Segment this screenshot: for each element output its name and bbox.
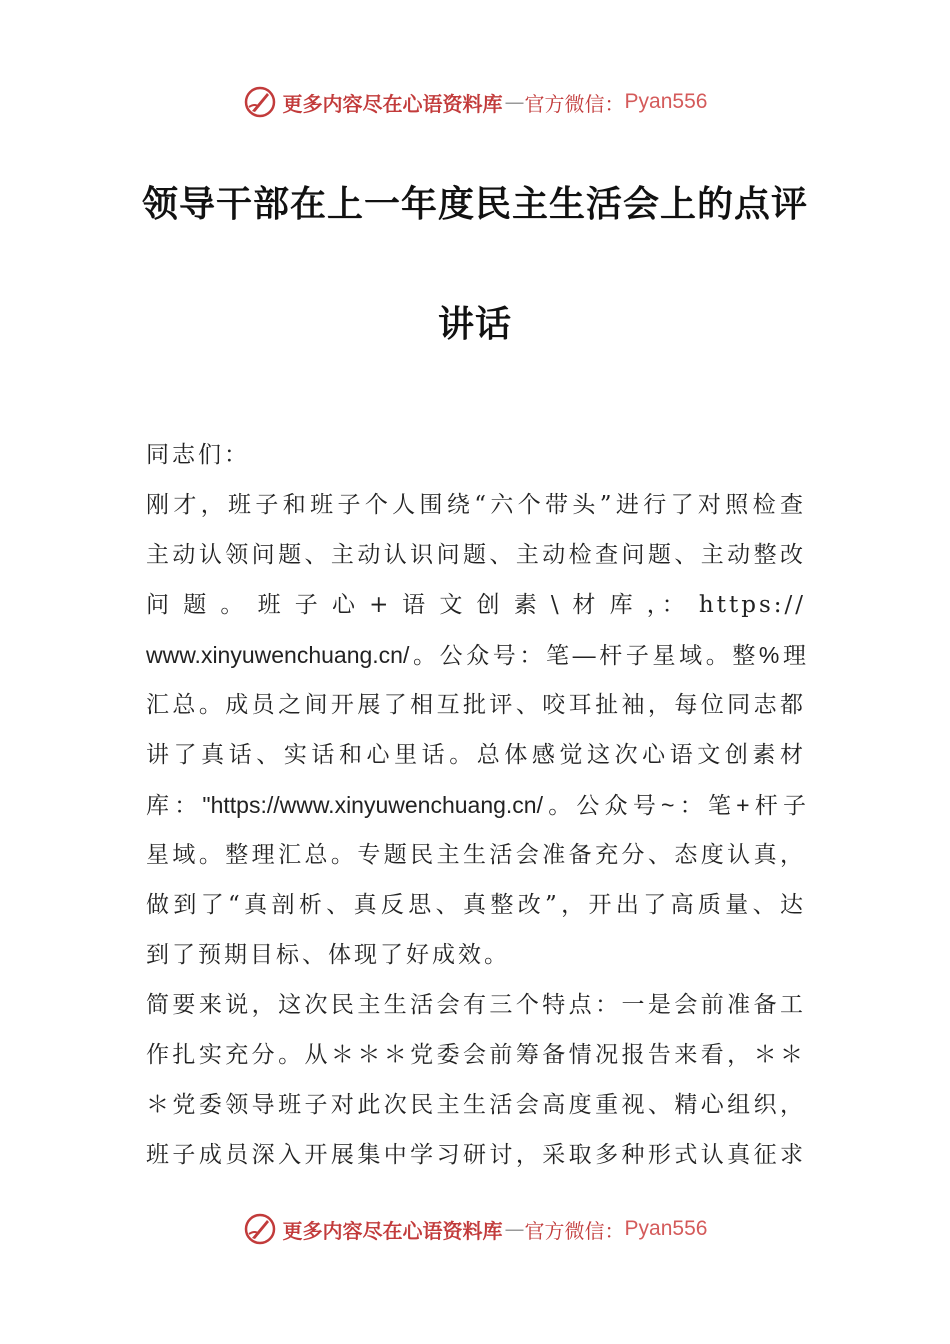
body-line: 做到了“真剖析、真反思、真整改”，开出了高质量、达 (146, 892, 806, 918)
watermark-separator: — (504, 1217, 523, 1241)
quill-seal-icon (243, 85, 277, 119)
body-line: 同志们： (146, 442, 250, 468)
document-body (146, 430, 806, 1180)
watermark-contact-label: 官方微信： (524, 91, 625, 116)
watermark-brand: 更多内容尽在心语资料库 (282, 1218, 503, 1243)
body-line: 班子成员深入开展集中学习研讨，采取多种形式认真征求 (146, 1142, 806, 1168)
body-line: 讲了真话、实话和心里话。总体感觉这次心语文创素材 (146, 742, 806, 768)
document-title-line-1: 领导干部在上一年度民主生活会上的点评 (141, 184, 808, 225)
watermark-contact-label: 官方微信： (524, 1218, 625, 1243)
body-line: 问 题 。 班 子 心 + 语 文 创 素 \ 材 库 ，： https:// (146, 592, 806, 618)
body-line: 汇总。成员之间开展了相互批评、咬耳扯袖，每位同志都 (146, 692, 806, 718)
watermark-separator: — (504, 90, 523, 114)
document-title-line-2: 讲话 (437, 304, 512, 345)
body-line: www.xinyuwenchuang.cn/。公众号：笔—杆子星域。整%理 (146, 642, 806, 668)
body-line: 星域。整理汇总。专题民主生活会准备充分、态度认真， (146, 842, 806, 868)
footer-watermark (0, 1209, 950, 1249)
body-line: 作扎实充分。从＊＊＊党委会前筹备情况报告来看，＊＊ (146, 1042, 806, 1068)
watermark-brand: 更多内容尽在心语资料库 (282, 91, 503, 116)
body-line: 简要来说，这次民主生活会有三个特点：一是会前准备工 (146, 992, 806, 1018)
body-line: 主动认领问题、主动认识问题、主动检查问题、主动整改 (146, 542, 806, 568)
header-watermark (0, 82, 950, 122)
quill-seal-icon (243, 1212, 277, 1246)
body-line: 库："https://www.xinyuwenchuang.cn/。公众号~：笔+杆子 (146, 792, 806, 818)
body-line: 到了预期目标、体现了好成效。 (146, 942, 510, 968)
watermark-handle: Pyan556 (624, 1217, 708, 1240)
watermark-handle: Pyan556 (624, 90, 708, 113)
body-line: ＊党委领导班子对此次民主生活会高度重视、精心组织， (146, 1092, 806, 1118)
body-line: 刚才，班子和班子个人围绕“六个带头”进行了对照检查 (146, 492, 806, 518)
